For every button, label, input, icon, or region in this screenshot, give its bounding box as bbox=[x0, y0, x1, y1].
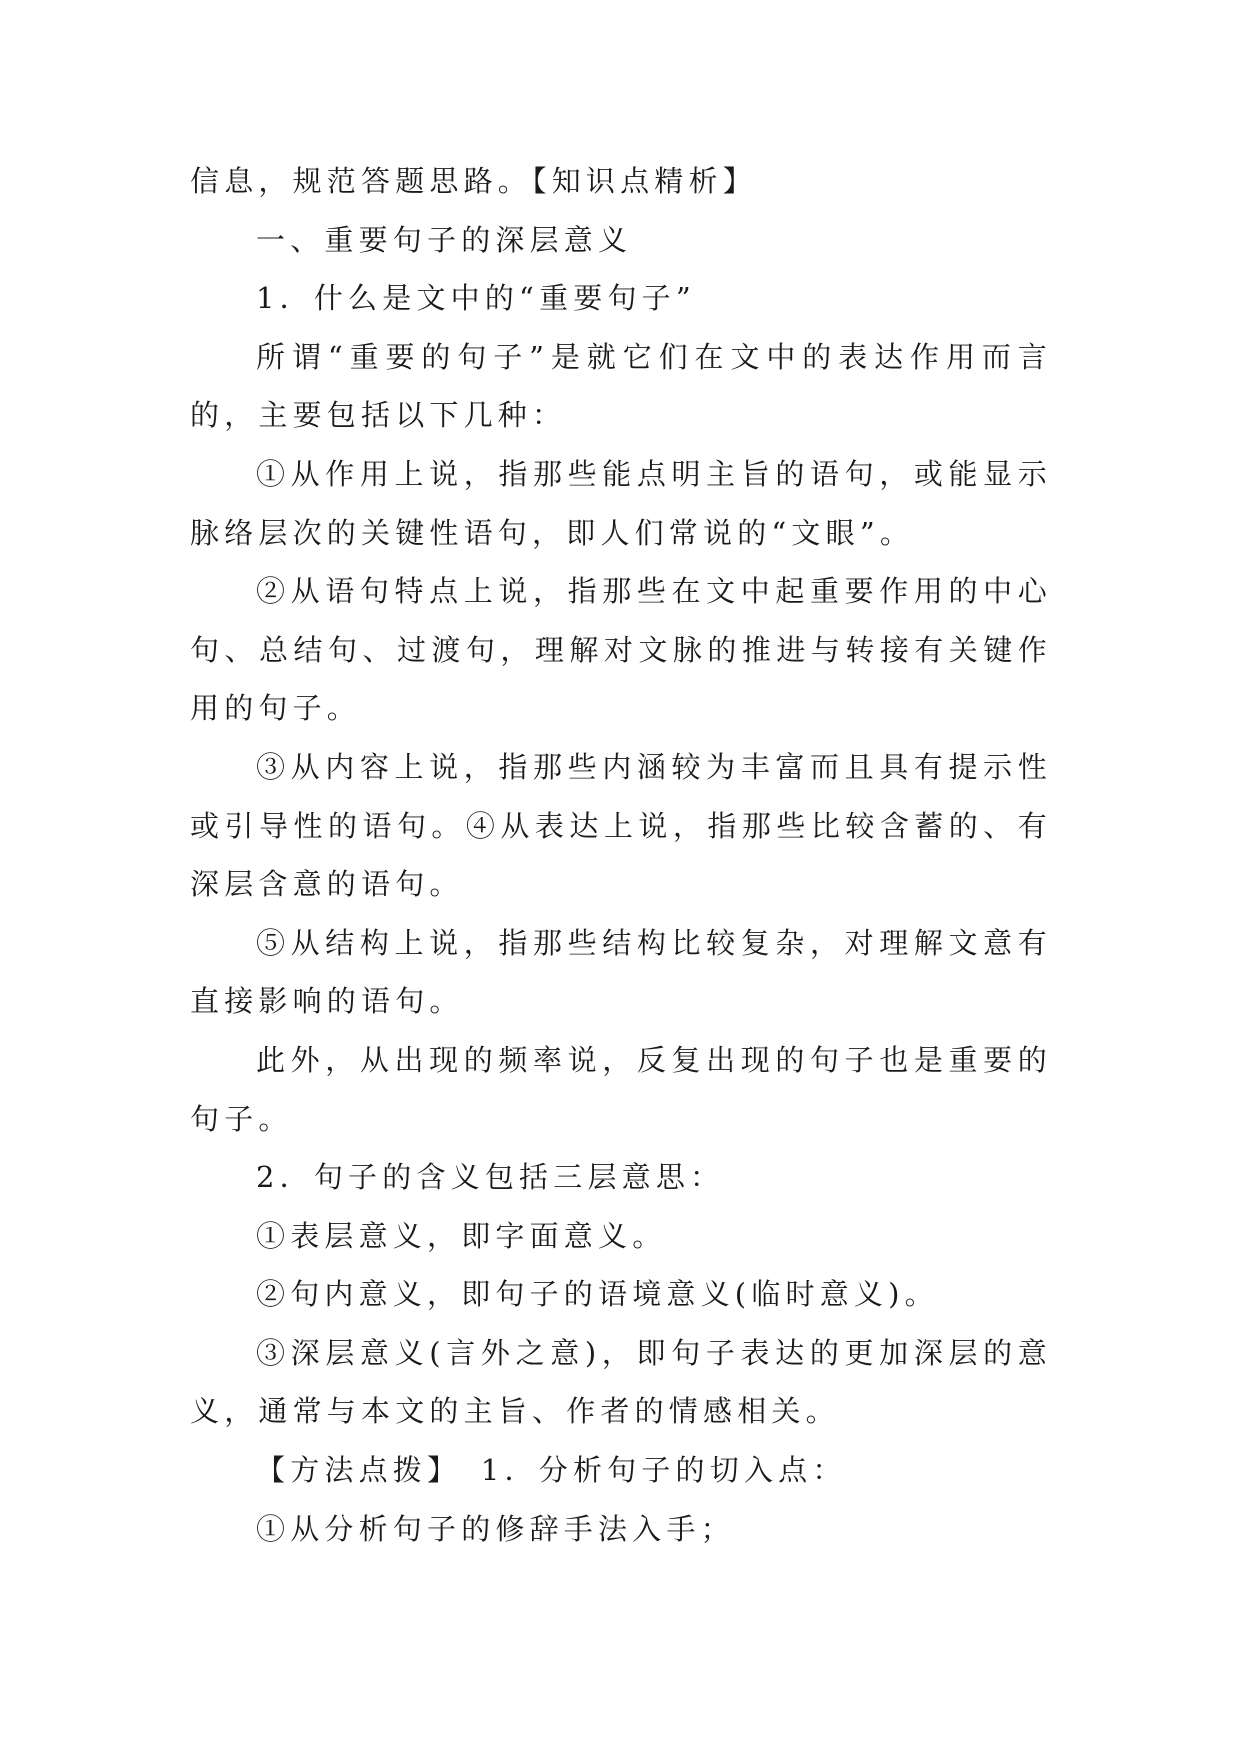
subheading-three-meanings: 2．句子的含义包括三层意思： bbox=[256, 1160, 725, 1195]
list-item-rhetoric: ①从分析句子的修辞手法入手； bbox=[256, 1511, 735, 1546]
section-heading: 一、重要句子的深层意义 bbox=[256, 222, 633, 257]
document-body bbox=[190, 152, 1052, 1558]
list-item-function: ①从作用上说，指那些能点明主旨的语句，或能显示脉络层次的关键性语句，即人们常说的“文眼”。 bbox=[190, 456, 1052, 550]
list-item-structure: ⑤从结构上说，指那些结构比较复杂，对理解文意有直接影响的语句。 bbox=[190, 925, 1052, 1019]
method-heading: 【方法点拨】 1．分析句子的切入点： bbox=[256, 1453, 847, 1488]
list-item-features: ②从语句特点上说，指那些在文中起重要作用的中心句、总结句、过渡句，理解对文脉的推进与转接有关键作用的句子。 bbox=[190, 574, 1052, 726]
paragraph-frequency: 此外，从出现的频率说，反复出现的句子也是重要的句子。 bbox=[190, 1042, 1052, 1136]
subheading-important-sentences: 1．什么是文中的“重要句子” bbox=[256, 281, 696, 316]
list-item-deep-meaning: ③深层意义(言外之意)，即句子表达的更加深层的意义，通常与本文的主旨、作者的情感相关。 bbox=[190, 1335, 1052, 1429]
list-item-surface-meaning: ①表层意义，即字面意义。 bbox=[256, 1218, 667, 1253]
paragraph-intro: 信息，规范答题思路。【知识点精析】 bbox=[190, 164, 757, 198]
list-item-context-meaning: ②句内意义，即句子的语境意义(临时意义)。 bbox=[256, 1277, 939, 1312]
paragraph-definition: 所谓“重要的句子”是就它们在文中的表达作用而言的，主要包括以下几种： bbox=[190, 339, 1052, 433]
list-item-content-expression: ③从内容上说，指那些内涵较为丰富而且具有提示性或引导性的语句。④从表达上说，指那些比较含蓄的、有深层含意的语句。 bbox=[190, 749, 1052, 902]
